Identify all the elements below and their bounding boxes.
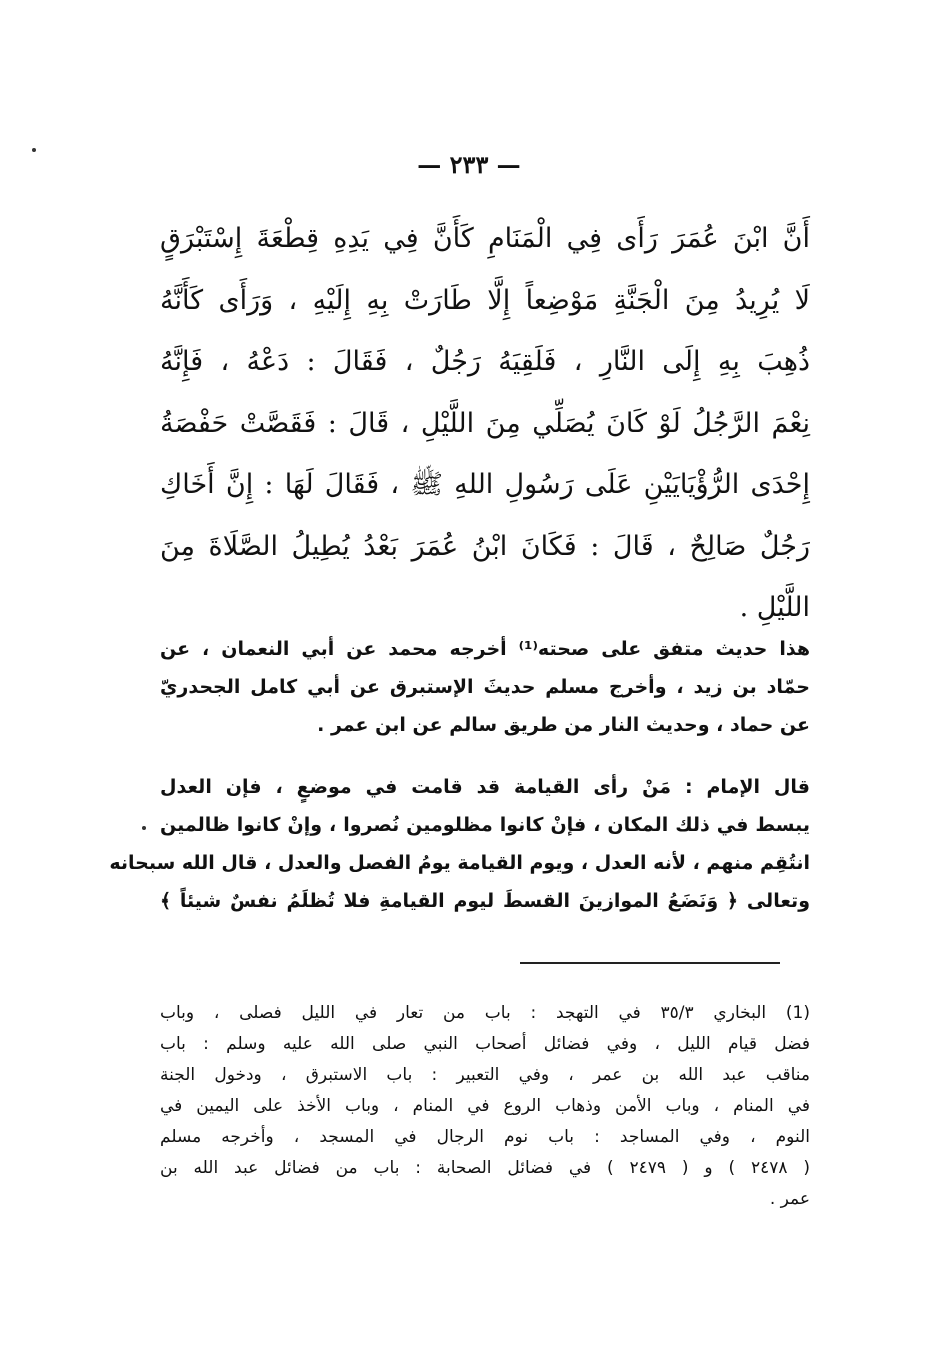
- hadith-line: رَجُلٌ صَالِحٌ ، قَالَ : فَكَانَ ابْنُ عُمَرَ بَعْدُ يُطِيلُ الصَّلَاةَ مِنَ: [160, 530, 810, 562]
- footnote-line: ( ٢٤٧٨ ) و ( ٢٤٧٩ ) في فضائل الصحابة : باب من فضائل عبد الله بن: [160, 1158, 810, 1178]
- hadith-line: أَنَّ ابْنَ عُمَرَ رَأَى فِي الْمَنَامِ كَأَنَّ فِي يَدِهِ قِطْعَةَ إِسْتَبْرَقٍ: [160, 223, 810, 254]
- commentary-line: قال الإمام : مَنْ رأى القيامة قد قامت في موضعٍ ، فإن العدل: [160, 776, 810, 798]
- footnote-line: (1) البخاري ٣٥/٣ في التهجد : باب من تعار في الليل فصلى ، وباب: [160, 1003, 810, 1023]
- footnote-divider: [520, 962, 780, 964]
- footnote-line: النوم ، وفي المساجد : باب نوم الرجال في المسجد ، وأخرجه مسلم: [160, 1127, 810, 1147]
- page-number: — ٢٣٣ —: [417, 150, 521, 179]
- footnote: [160, 998, 810, 1215]
- hadith-line: ذُهِبَ بِهِ إِلَى النَّارِ ، فَلَقِيَهُ رَجُلٌ ، فَقَالَ : دَعْهُ ، فَإِنَّهُ: [160, 346, 810, 377]
- hadith-line: لَا يُرِيدُ مِنَ الْجَنَّةِ مَوْضِعاً إِلَّا طَارَتْ بِهِ إِلَيْهِ ، وَرَأَى كَأَنَّهُ: [160, 284, 810, 316]
- hadith-line: اللَّيْلِ .: [739, 592, 810, 623]
- commentary-line: حمّاد بن زيد ، وأخرج مسلم حديثَ الإستبرق عن أبي كامل الجحدريّ: [160, 676, 810, 698]
- commentary-paragraph-1: [160, 630, 810, 744]
- commentary-line: هذا حديث متفق على صحته⁽¹⁾ أخرجه محمد عن أبي النعمان ، عن: [160, 638, 810, 660]
- commentary-line: يبسط في ذلك المكان ، فإنْ كانوا مظلومين نُصروا ، وإنْ كانوا ظالمين: [160, 814, 810, 836]
- footnote-line: فضل قيام الليل ، وفي فضائل أصحاب النبي صلى الله عليه وسلم : باب: [160, 1034, 810, 1054]
- commentary-line: انتُقِم منهم ، لأنه العدل ، ويوم القيامة يومُ الفصل والعدل ، قال الله سبحانه: [109, 852, 810, 874]
- hadith-text: [160, 208, 810, 639]
- hadith-line: إِحْدَى الرُّؤْيَايَيْنِ عَلَى رَسُولِ اللهِ ﷺ ، فَقَالَ لَهَا : إِنَّ أَخَاكِ: [160, 469, 810, 500]
- scan-speck: [142, 826, 146, 830]
- commentary-paragraph-2: [109, 768, 810, 920]
- hadith-line: نِعْمَ الرَّجُلُ لَوْ كَانَ يُصَلِّي مِنَ اللَّيْلِ ، قَالَ : فَقَصَّتْ حَفْصَةُ: [160, 407, 810, 439]
- scan-speck: [32, 148, 36, 152]
- commentary-line: وتعالى ﴿ وَنَضَعُ الموازينَ القسطَ ليوم القيامةِ فلا تُظلَمُ نفسٌ شيئاً ﴾: [160, 890, 810, 912]
- footnote-line: مناقب عبد الله بن عمر ، وفي التعبير : باب الاستبرق ، ودخول الجنة: [160, 1065, 810, 1085]
- commentary-line: عن حماد ، وحديث النار من طريق سالم عن ابن عمر .: [317, 714, 810, 736]
- footnote-line: في المنام ، وباب الأمن وذهاب الروع في المنام ، وباب الأخذ على اليمين في: [160, 1096, 810, 1116]
- footnote-line: عمر .: [769, 1189, 810, 1209]
